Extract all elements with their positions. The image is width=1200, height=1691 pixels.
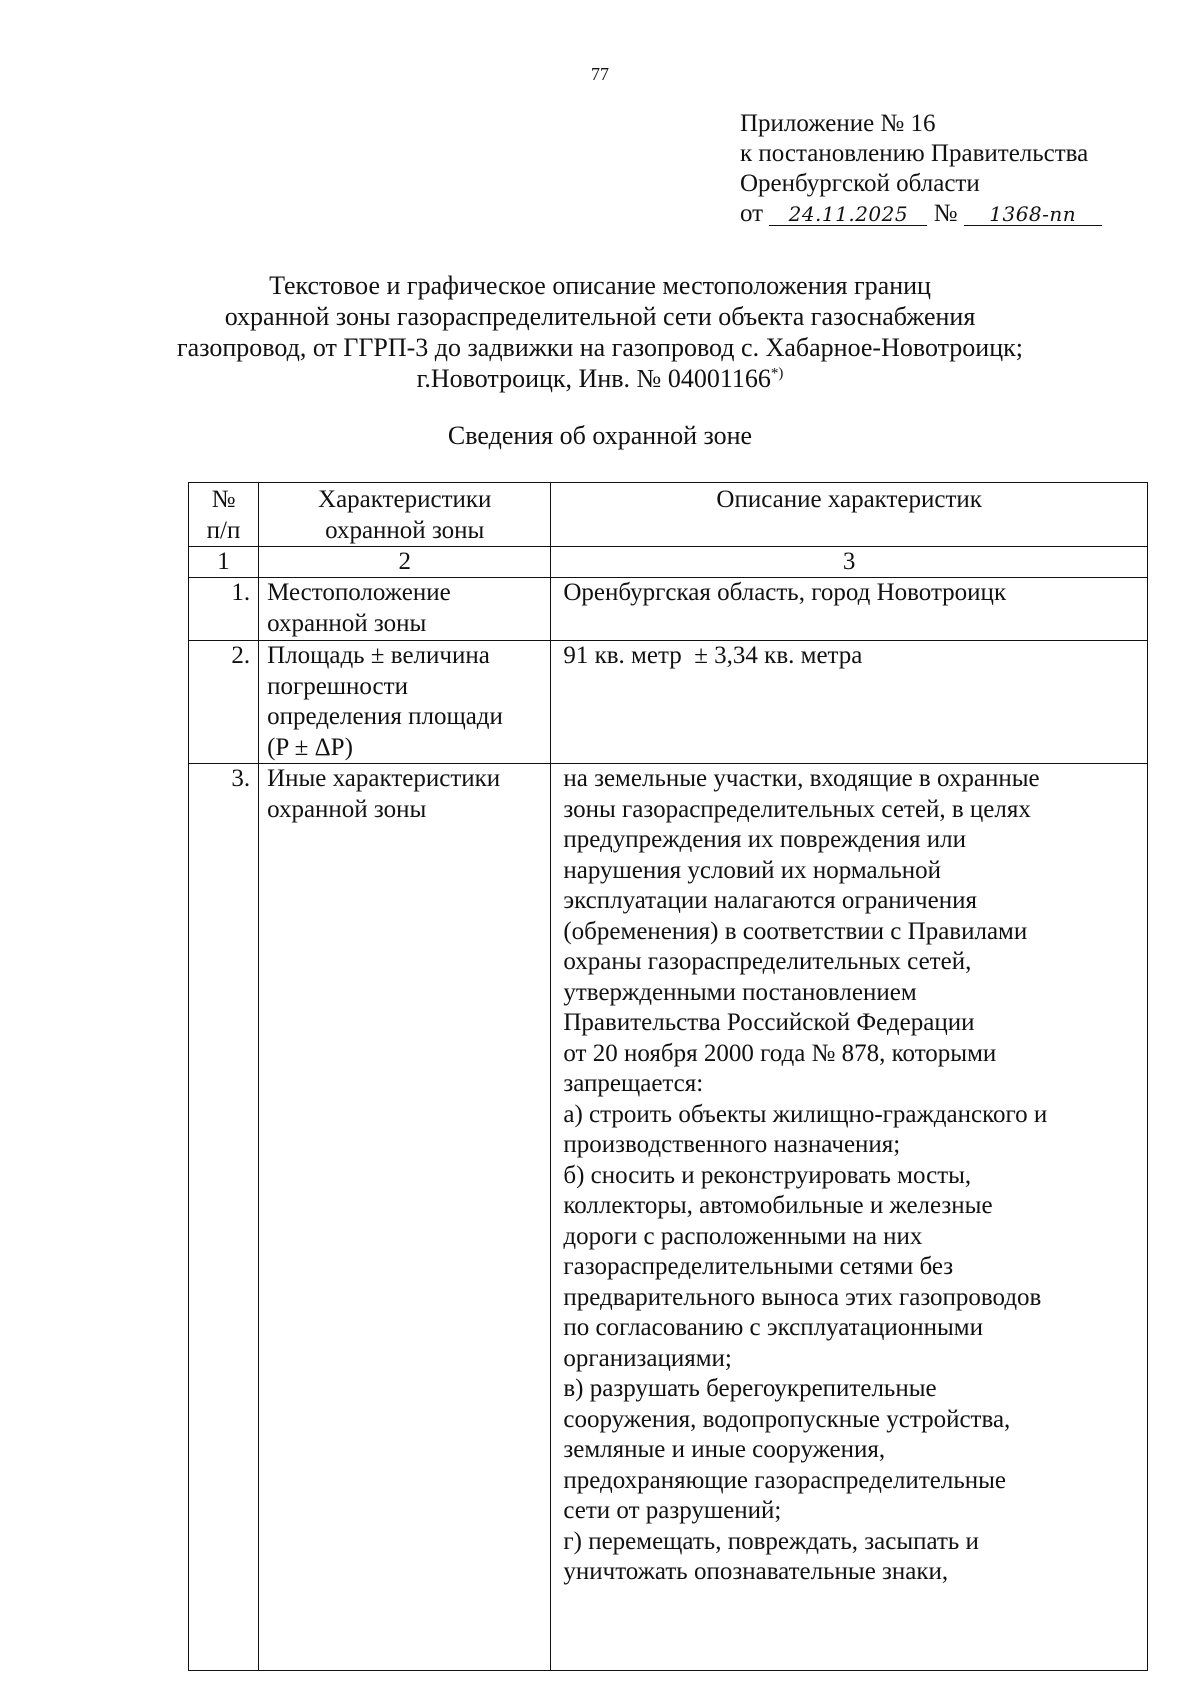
description-line: уничтожать опознавательные знаки, [563,1558,949,1585]
table-row [189,764,1148,1671]
description-line: (обременения) в соответствии с Правилами [563,917,1028,945]
description-line: эксплуатации налагаются ограничения [563,887,977,914]
page-number: 77 [591,64,609,84]
description-line: нарушения условий их нормальной [563,856,941,884]
description-line: предупреждения их повреждения или [563,826,967,853]
header-number [189,483,259,547]
description-line: запрещается: [563,1070,704,1097]
description-line: утвержденными постановлением [563,978,917,1006]
column-number-3: 3 [551,547,1148,578]
description-line: по согласованию с эксплуатационными [563,1314,984,1341]
table-header-row [189,483,1148,547]
description-line: Правительства Российской Федерации [563,1009,975,1036]
header-characteristics [259,483,551,547]
characteristic-line: Местоположение [267,579,451,606]
footnote-marker: *) [770,365,784,382]
table-row [189,641,1148,764]
appendix-line-2: к постановлению Правительства [740,140,1089,167]
description-line: от 20 ноября 2000 года № 878, которыми [563,1039,997,1067]
title-line-3: газопровод, от ГГРП-3 до задвижки на газопровод с. Хабарное-Новотроицк; [177,333,1023,362]
appendix-line-3: Оренбургской области [740,170,980,197]
row-description [551,641,1148,764]
description-line: организациями; [563,1344,732,1372]
number-label: № [933,200,958,227]
row-characteristic [259,578,551,641]
protection-zone-table [188,482,1148,1671]
title-line-4 [140,363,1060,394]
row-description [551,764,1148,1671]
row-characteristic [259,641,551,764]
section-subtitle: Сведения об охранной зоне [447,421,753,450]
characteristic-line: погрешности [267,672,408,700]
handwritten-date: 24.11.2025 [769,203,927,226]
description-line: 91 кв. метр ± 3,34 кв. метра [563,642,863,669]
header-characteristics-line-1: Характеристики [318,486,492,513]
header-description: Описание характеристик [551,483,1148,547]
description-line: предварительного выноса этих газопроводов [563,1283,1042,1311]
title-line-2: охранной зоны газораспределительной сети объекта газоснабжения [224,302,976,331]
characteristic-line: охранной зоны [267,795,427,823]
column-number-row [189,547,1148,578]
characteristic-line: охранной зоны [267,609,427,637]
handwritten-number: 1368-пп [964,203,1102,226]
document-title [140,270,1060,394]
description-line: г) перемещать, повреждать, засыпать и [563,1527,979,1555]
description-line: земляные и иные сооружения, [563,1436,886,1463]
row-number: 3. [189,764,259,1671]
title-line-1: Текстовое и графическое описание местоположения границ [269,271,931,300]
header-number-line-1: № [211,486,236,513]
description-line: производственного назначения; [563,1131,901,1158]
description-line: коллекторы, автомобильные и железные [563,1192,993,1219]
title-line-4-text: г.Новотроицк, Инв. № 04001166 [416,364,771,393]
description-line: сети от разрушений; [563,1497,782,1524]
header-number-line-2: п/п [206,516,241,544]
description-line: Оренбургская область, город Новотроицк [563,579,1007,606]
description-line: на земельные участки, входящие в охранные [563,765,1040,792]
table-row [189,578,1148,641]
column-number-2: 2 [259,547,551,578]
description-line: зоны газораспределительных сетей, в целях [563,795,1031,823]
description-line: газораспределительными сетями без [563,1253,954,1280]
description-line: сооружения, водопропускные устройства, [563,1405,1011,1433]
description-line: в) разрушать берегоукрепительные [563,1375,937,1402]
characteristic-line: (P ± ΔP) [267,733,353,761]
header-characteristics-line-2: охранной зоны [325,516,485,544]
row-number: 1. [189,578,259,641]
description-line: охраны газораспределительных сетей, [563,948,972,975]
appendix-title: Приложение № 16 [740,110,936,137]
characteristic-line: Иные характеристики [267,765,501,792]
from-label: от [740,200,764,227]
appendix-date-number-line [740,199,1102,229]
column-number-1: 1 [189,547,259,578]
description-line: б) сносить и реконструировать мосты, [563,1161,972,1189]
characteristic-line: определения площади [267,703,503,730]
description-line: а) строить объекты жилищно-гражданского и [563,1100,1048,1128]
description-line: дороги с расположенными на них [563,1222,923,1250]
appendix-block [740,109,1102,229]
row-characteristic [259,764,551,1671]
row-description [551,578,1148,641]
characteristic-line: Площадь ± величина [267,642,490,669]
description-line: предохраняющие газораспределительные [563,1466,1006,1494]
row-number: 2. [189,641,259,764]
